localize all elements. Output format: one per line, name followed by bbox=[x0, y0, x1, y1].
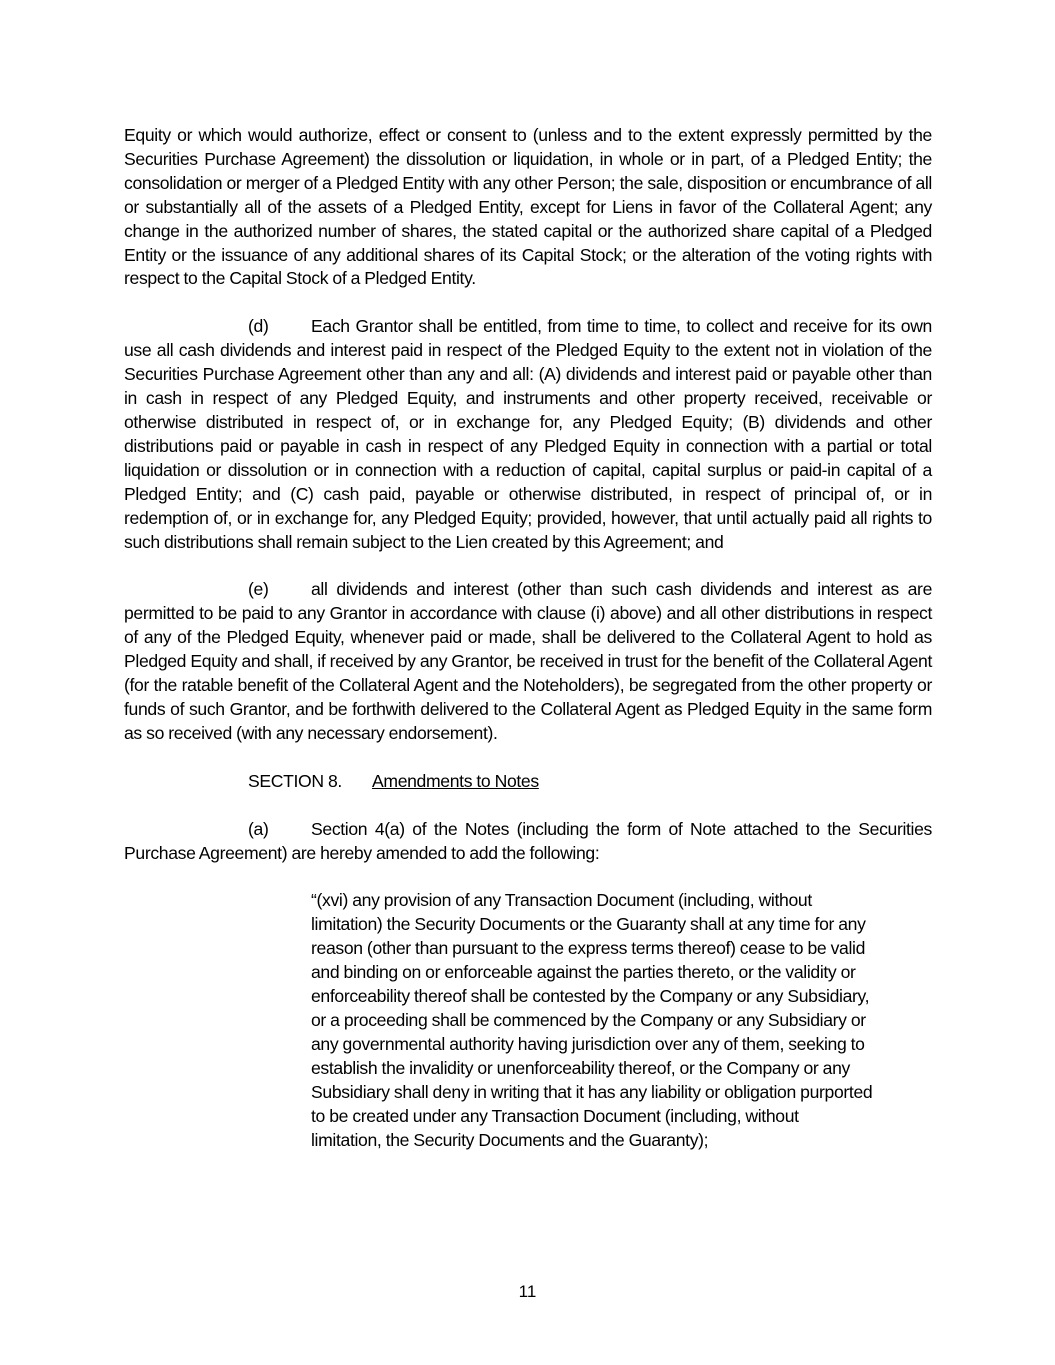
paragraph-d-text: Each Grantor shall be entitled, from time to time, to collect and receive for its own use all cash dividends and interest paid in respect of the Pledged Equity to the extent not in violation of the Securities Purchase Agreement other than any and all: (A) dividends and interest paid or payable other than in cash in respect of any Pledged Equity, and instruments and other property received, receivable or otherwise distributed in respect of, or in exchange for, any Pledged Equity; (B) dividends and other distributions paid or payable in cash in respect of any Pledged Equity in connection with a partial or total liquidation or dissolution or in connection with a reduction of capital, capital surplus or paid-in capital of a Pledged Entity; and (C) cash paid, payable or otherwise distributed, in respect of principal of, or in redemption of, or in exchange for, any Pledged Equity; provided, however, that until actually paid all rights to such distributions shall remain subject to the Lien created by this Agreement; and bbox=[124, 316, 932, 552]
paragraph-continuation: Equity or which would authorize, effect or consent to (unless and to the extent expressly permitted by the Securities Purchase Agreement) the dissolution or liquidation, in whole or in part, of a Pledged Entity; the consolidation or merger of a Pledged Entity with any other Person; the sale, disposition or encumbrance of all or substantially all of the assets of a Pledged Entity, except for Liens in favor of the Collateral Agent; any change in the authorized number of shares, the stated capital or the authorized share capital of a Pledged Entity or the issuance of any additional shares of its Capital Stock; or the alteration of the voting rights with respect to the Capital Stock of a Pledged Entity. bbox=[124, 125, 932, 289]
section-8-number: SECTION 8. bbox=[248, 770, 342, 791]
paragraph-e bbox=[124, 578, 932, 745]
paragraph-e-text: all dividends and interest (other than such cash dividends and interest as are permitted to be paid to any Grantor in accordance with clause (i) above) and all other distributions in respect of any of the Pledged Equity, whenever paid or made, shall be delivered to the Collateral Agent to hold as Pledged Equity and shall, if received by any Grantor, be received in trust for the benefit of the Collateral Agent (for the ratable benefit of the Collateral Agent and the Noteholders), be segregated from the other property or funds of such Grantor, and be forthwith delivered to the Collateral Agent as Pledged Equity in the same form as so received (with any necessary endorsement). bbox=[124, 579, 932, 743]
paragraph-a-text: Section 4(a) of the Notes (including the form of Note attached to the Securities Purchase Agreement) are hereby amended to add the following: bbox=[124, 818, 932, 863]
paragraph-e-label: (e) bbox=[248, 579, 269, 600]
paragraph-a-label: (a) bbox=[248, 818, 269, 839]
quoted-amendment-text: “(xvi) any provision of any Transaction Document (including, without limitation) the Security Documents or the Guaranty shall at any time for any reason (other than pursuant to the express terms thereof) cease to be valid and binding on or enforceable against the parties thereto, or the validity or enforceability thereof shall be contested by the Company or any Subsidiary, or a proceeding shall be commenced by the Company or any Subsidiary or any governmental authority having jurisdiction over any of them, seeking to establish the invalidity or unenforceability thereof, or the Company or any Subsidiary shall deny in writing that it has any liability or obligation purported to be created under any Transaction Document (including, without limitation, the Security Documents and the Guaranty); bbox=[311, 890, 873, 1150]
section-8-heading bbox=[124, 770, 932, 794]
document-page bbox=[124, 124, 932, 1152]
page-number: 11 bbox=[518, 1282, 537, 1301]
paragraph-d-label: (d) bbox=[248, 316, 269, 337]
paragraph-a bbox=[124, 818, 932, 866]
section-8-title: Amendments to Notes bbox=[372, 770, 539, 791]
paragraph-d bbox=[124, 315, 932, 554]
